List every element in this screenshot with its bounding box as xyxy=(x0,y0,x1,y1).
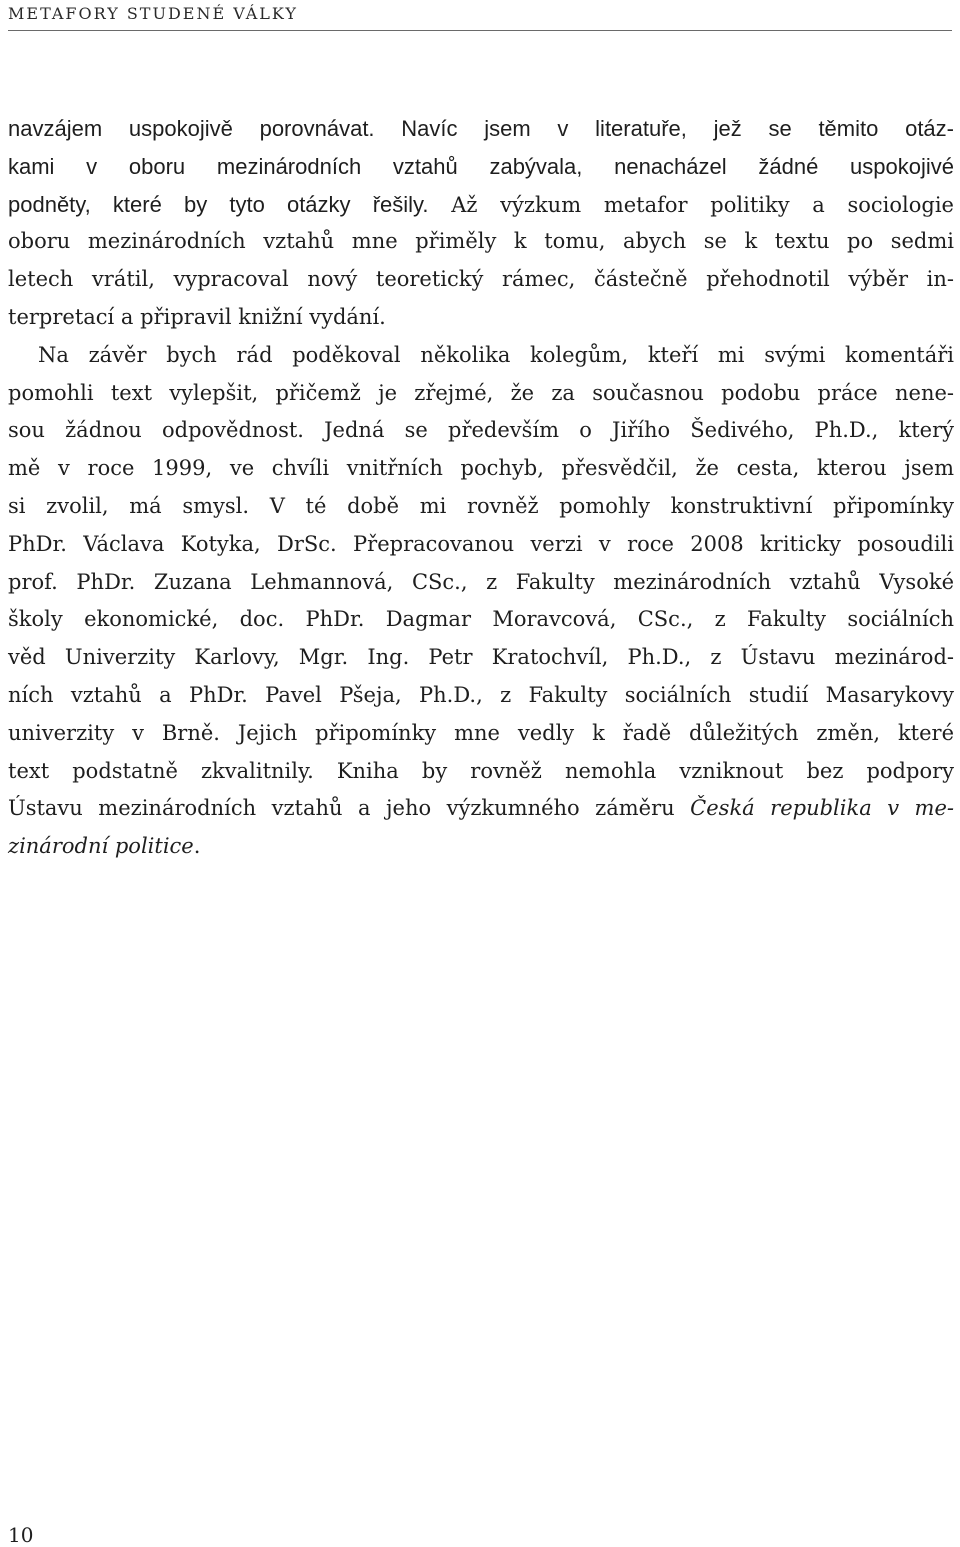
text-segment: Na závěr bych rád poděkoval několika kolegům, kteří mi svými komentáři xyxy=(38,342,954,367)
text-segment: mě v roce 1999, ve chvíli vnitřních pochyb, přesvědčil, že cesta, kterou jsem xyxy=(8,456,954,481)
text-line xyxy=(8,223,954,261)
text-segment: navzájem uspokojivě porovnávat. Navíc jsem v literatuře, jež se těmito otáz- xyxy=(8,116,954,141)
text-line xyxy=(8,828,954,866)
text-line xyxy=(8,186,954,224)
text-segment: PhDr. Václava Kotyka, DrSc. Přepracovanou verzi v roce 2008 kriticky posoudili xyxy=(8,531,954,556)
text-segment: sou žádnou odpovědnost. Jedná se především o Jiřího Šedivého, Ph.D., který xyxy=(8,418,954,443)
running-head: METAFORY STUDENÉ VÁLKY xyxy=(8,4,298,23)
italic-title: Česká republika v me- xyxy=(690,796,954,821)
text-line xyxy=(8,790,954,828)
text-line xyxy=(8,601,954,639)
text-segment: věd Univerzity Karlovy, Mgr. Ing. Petr Kratochvíl, Ph.D., z Ústavu mezinárod- xyxy=(8,645,954,670)
text-line xyxy=(8,677,954,715)
text-segment: kami v oboru mezinárodních vztahů zabývala, nenacházel žádné uspokojivé xyxy=(8,153,954,179)
text-segment: Ústavu mezinárodních vztahů a jeho výzkumného záměru xyxy=(8,796,691,821)
text-segment: si zvolil, má smysl. V té době mi rovněž pomohly konstruktivní připomínky xyxy=(8,493,954,518)
text-line xyxy=(8,261,954,299)
text-segment: prof. PhDr. Zuzana Lehmannová, CSc., z Fakulty mezinárodních vztahů Vysoké xyxy=(8,569,954,594)
text-line xyxy=(8,639,954,677)
text-segment: univerzity v Brně. Jejich připomínky mne vedly k řadě důležitých změn, které xyxy=(8,720,954,745)
text-line xyxy=(8,450,954,488)
text-segment: text podstatně zkvalitnily. Kniha by rovněž nemohla vzniknout bez podpory xyxy=(8,758,954,783)
italic-title: zinárodní politice xyxy=(8,834,194,859)
text-line xyxy=(8,299,954,337)
text-segment: ních vztahů a PhDr. Pavel Pšeja, Ph.D., z Fakulty sociálních studií Masarykovy xyxy=(8,682,954,707)
text-segment: podněty, které by tyto otázky řešily. xyxy=(8,191,429,217)
header-rule xyxy=(8,30,952,31)
text-line xyxy=(8,564,954,602)
text-line xyxy=(8,110,954,148)
text-line xyxy=(8,526,954,564)
text-line xyxy=(8,412,954,450)
text-segment: pomohli text vylepšit, přičemž je zřejmé, že za současnou podobu práce nene- xyxy=(8,380,954,405)
text-segment: letech vrátil, vypracoval nový teoretický rámec, částečně přehodnotil výběr in- xyxy=(8,267,954,292)
text-line xyxy=(8,488,954,526)
text-line xyxy=(8,375,954,413)
text-segment: školy ekonomické, doc. PhDr. Dagmar Moravcová, CSc., z Fakulty sociálních xyxy=(8,607,954,632)
text-segment: Až výzkum metafor politiky a sociologie xyxy=(428,192,954,217)
text-segment: terpretací a připravil knižní vydání. xyxy=(8,304,386,329)
text-line xyxy=(8,337,954,375)
text-segment: . xyxy=(193,834,201,859)
text-segment: oboru mezinárodních vztahů mne přiměly k tomu, abych se k textu po sedmi xyxy=(8,229,954,254)
text-line xyxy=(8,148,954,186)
text-line xyxy=(8,753,954,791)
text-line xyxy=(8,715,954,753)
body-text xyxy=(8,110,954,866)
page-number: 10 xyxy=(8,1523,34,1547)
